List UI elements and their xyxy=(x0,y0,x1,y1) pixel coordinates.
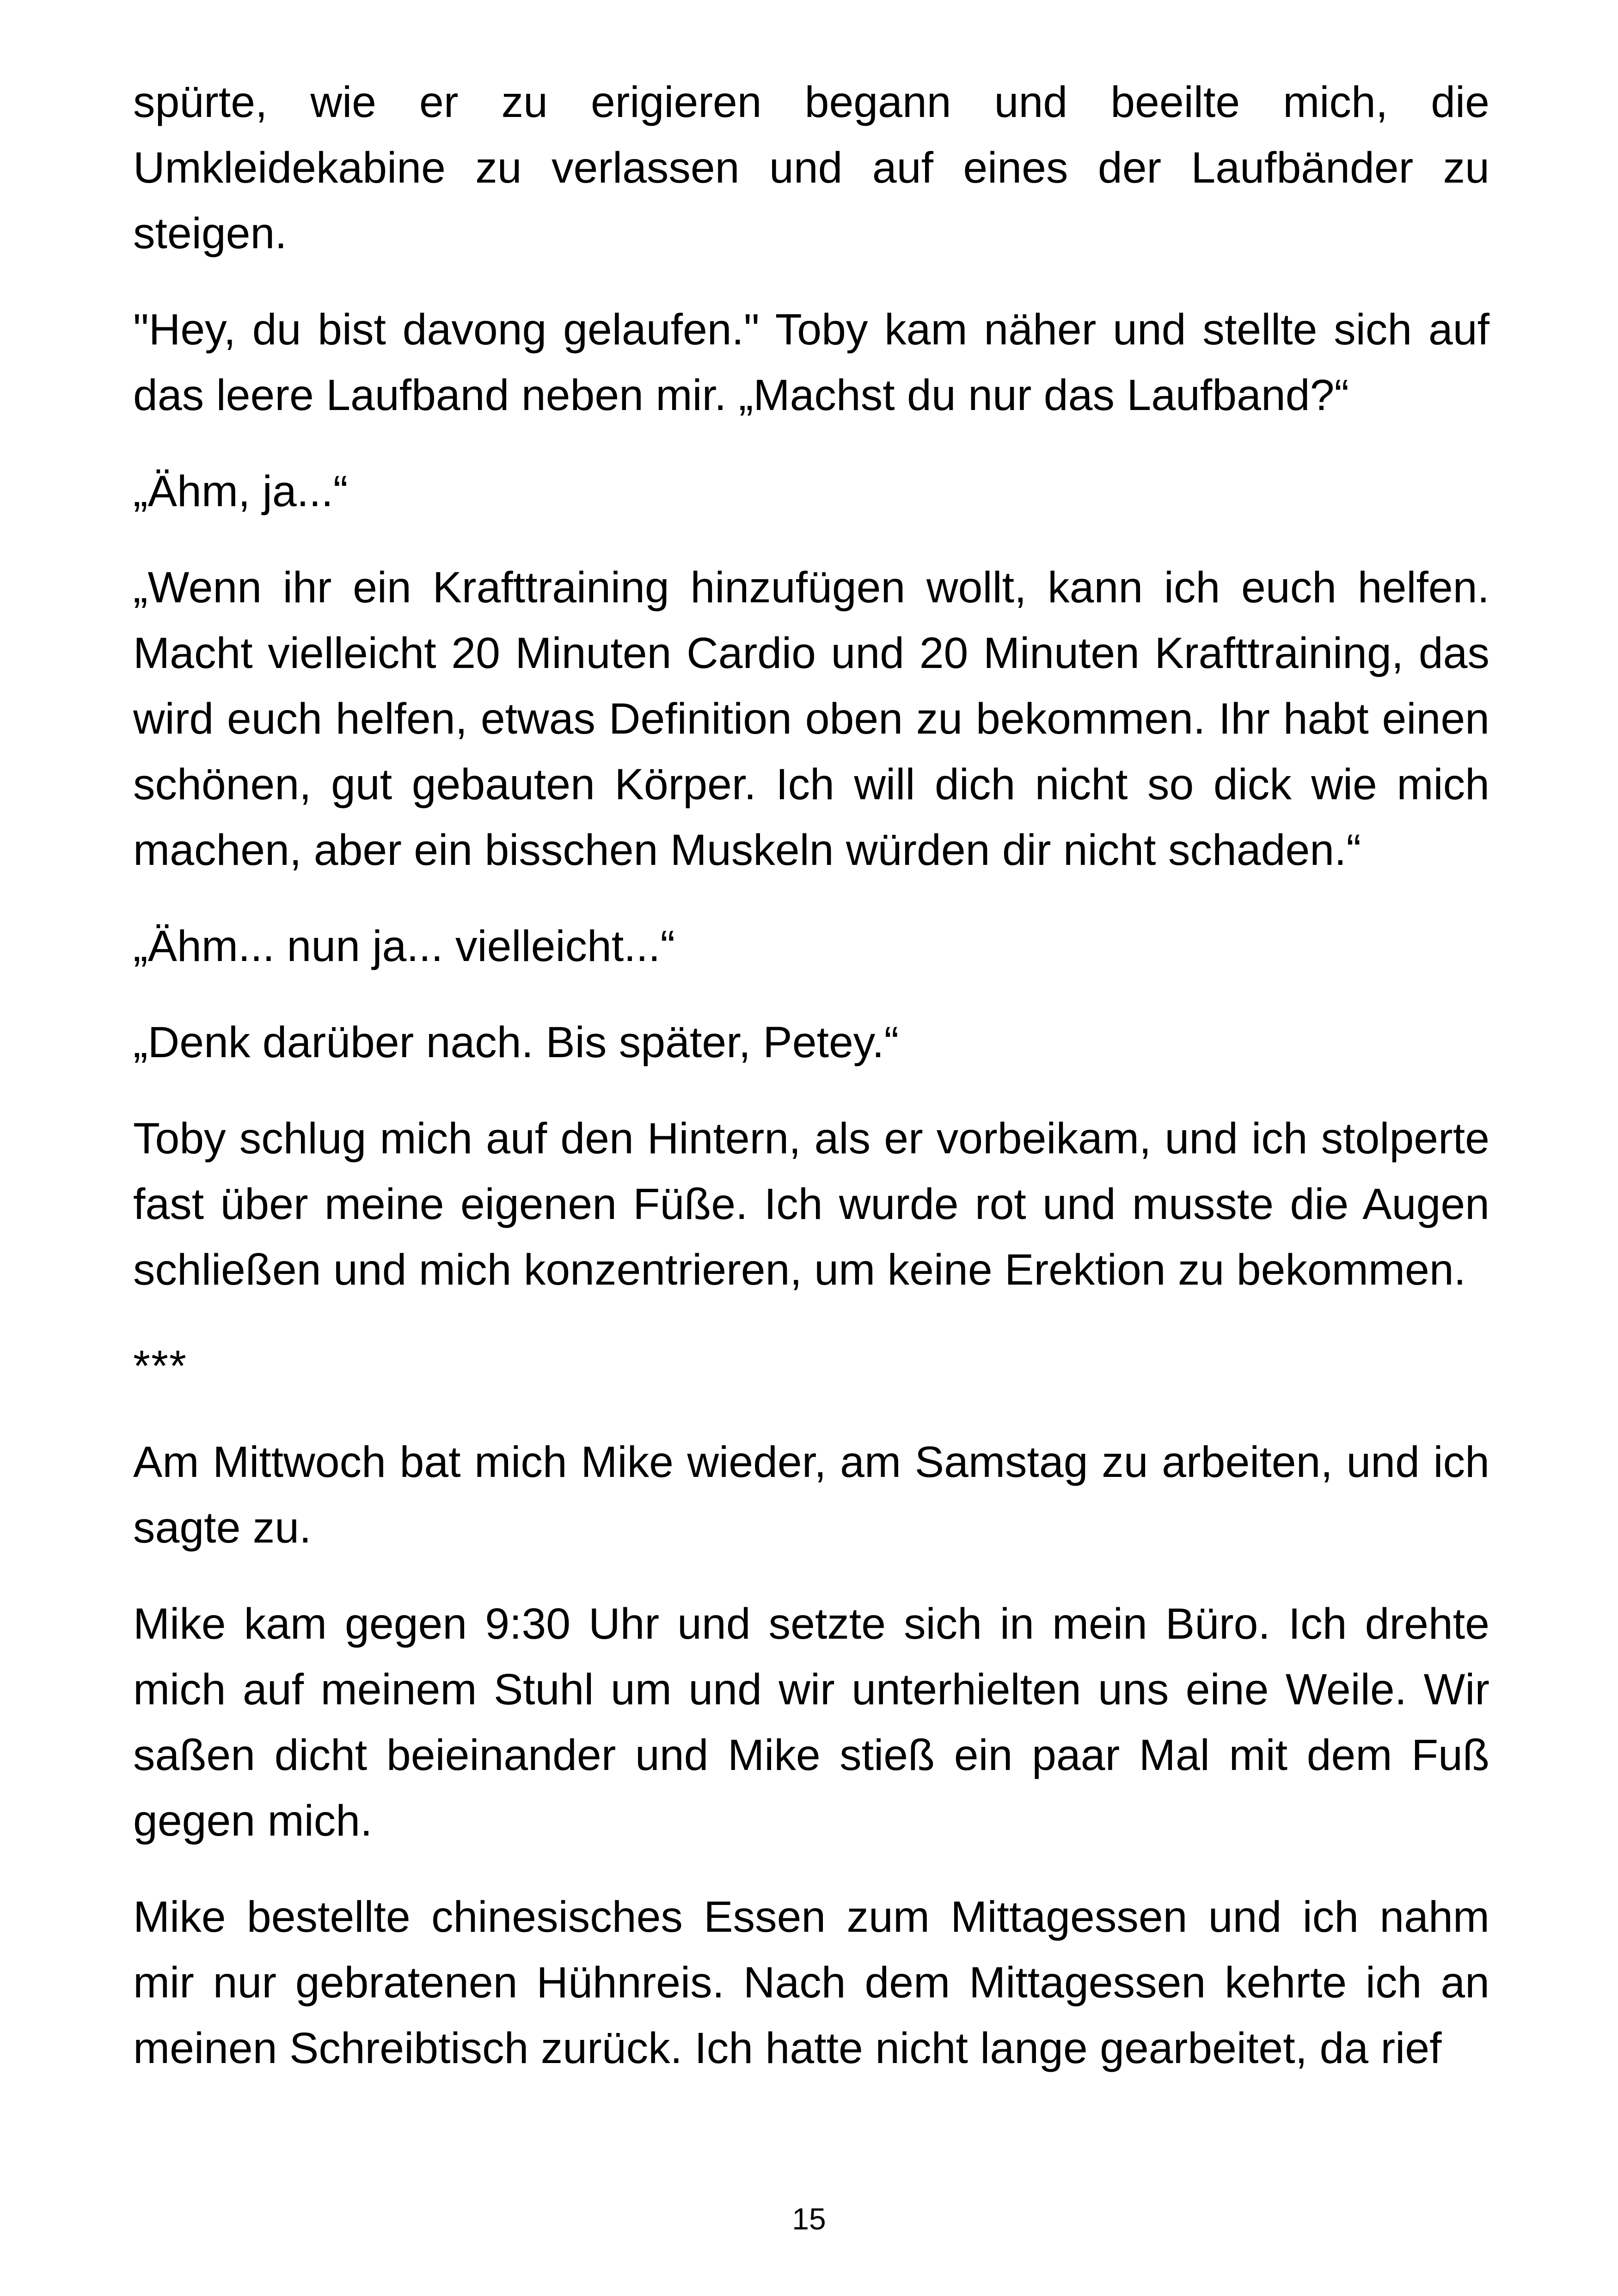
paragraph-6: „Denk darüber nach. Bis später, Petey.“ xyxy=(133,1018,899,1067)
paragraph-4: „Wenn ihr ein Krafttraining hinzufügen wollt, kann ich euch helfen. Macht vielleicht 20 Minuten Cardio und 20 Minuten Krafttraining, das wird euch helfen, etwas Definition oben zu bekommen. Ihr habt einen schönen, gut gebauten Körper. Ich will dich nicht so dick wie mich machen, aber ein bisschen Muskeln würden dir nicht schaden.“ xyxy=(133,563,1489,875)
paragraph-2: "Hey, du bist davong gelaufen." Toby kam näher und stellte sich auf das leere Laufband neben mir. „Machst du nur das Laufband?“ xyxy=(133,305,1489,420)
paragraph-10: Mike bestellte chinesisches Essen zum Mittagessen und ich nahm mir nur gebratenen Hühnreis. Nach dem Mittagessen kehrte ich an meinen Schreibtisch zurück. Ich hatte nicht lange gearbeitet, da rief xyxy=(133,1892,1489,2073)
scene-separator: *** xyxy=(133,1341,187,1390)
paragraph-9: Mike kam gegen 9:30 Uhr und setzte sich in mein Büro. Ich drehte mich auf meinem Stuhl um und wir unterhielten uns eine Weile. Wir saßen dicht beieinander und Mike stieß ein paar Mal mit dem Fuß gegen mich. xyxy=(133,1599,1489,1845)
paragraph-1: spürte, wie er zu erigieren begann und beeilte mich, die Umkleidekabine zu verlassen und auf eines der Laufbänder zu steigen. xyxy=(133,78,1489,258)
paragraph-5: „Ähm... nun ja... vielleicht...“ xyxy=(133,922,675,971)
paragraph-8: Am Mittwoch bat mich Mike wieder, am Samstag zu arbeiten, und ich sagte zu. xyxy=(133,1438,1489,1552)
paragraph-3: „Ähm, ja...“ xyxy=(133,467,348,516)
paragraph-7: Toby schlug mich auf den Hintern, als er vorbeikam, und ich stolperte fast über meine eigenen Füße. Ich wurde rot und musste die Augen schließen und mich konzentrieren, um keine Erektion zu bekommen. xyxy=(133,1114,1489,1294)
document-page xyxy=(133,69,1489,2112)
page-number: 15 xyxy=(792,2202,826,2236)
